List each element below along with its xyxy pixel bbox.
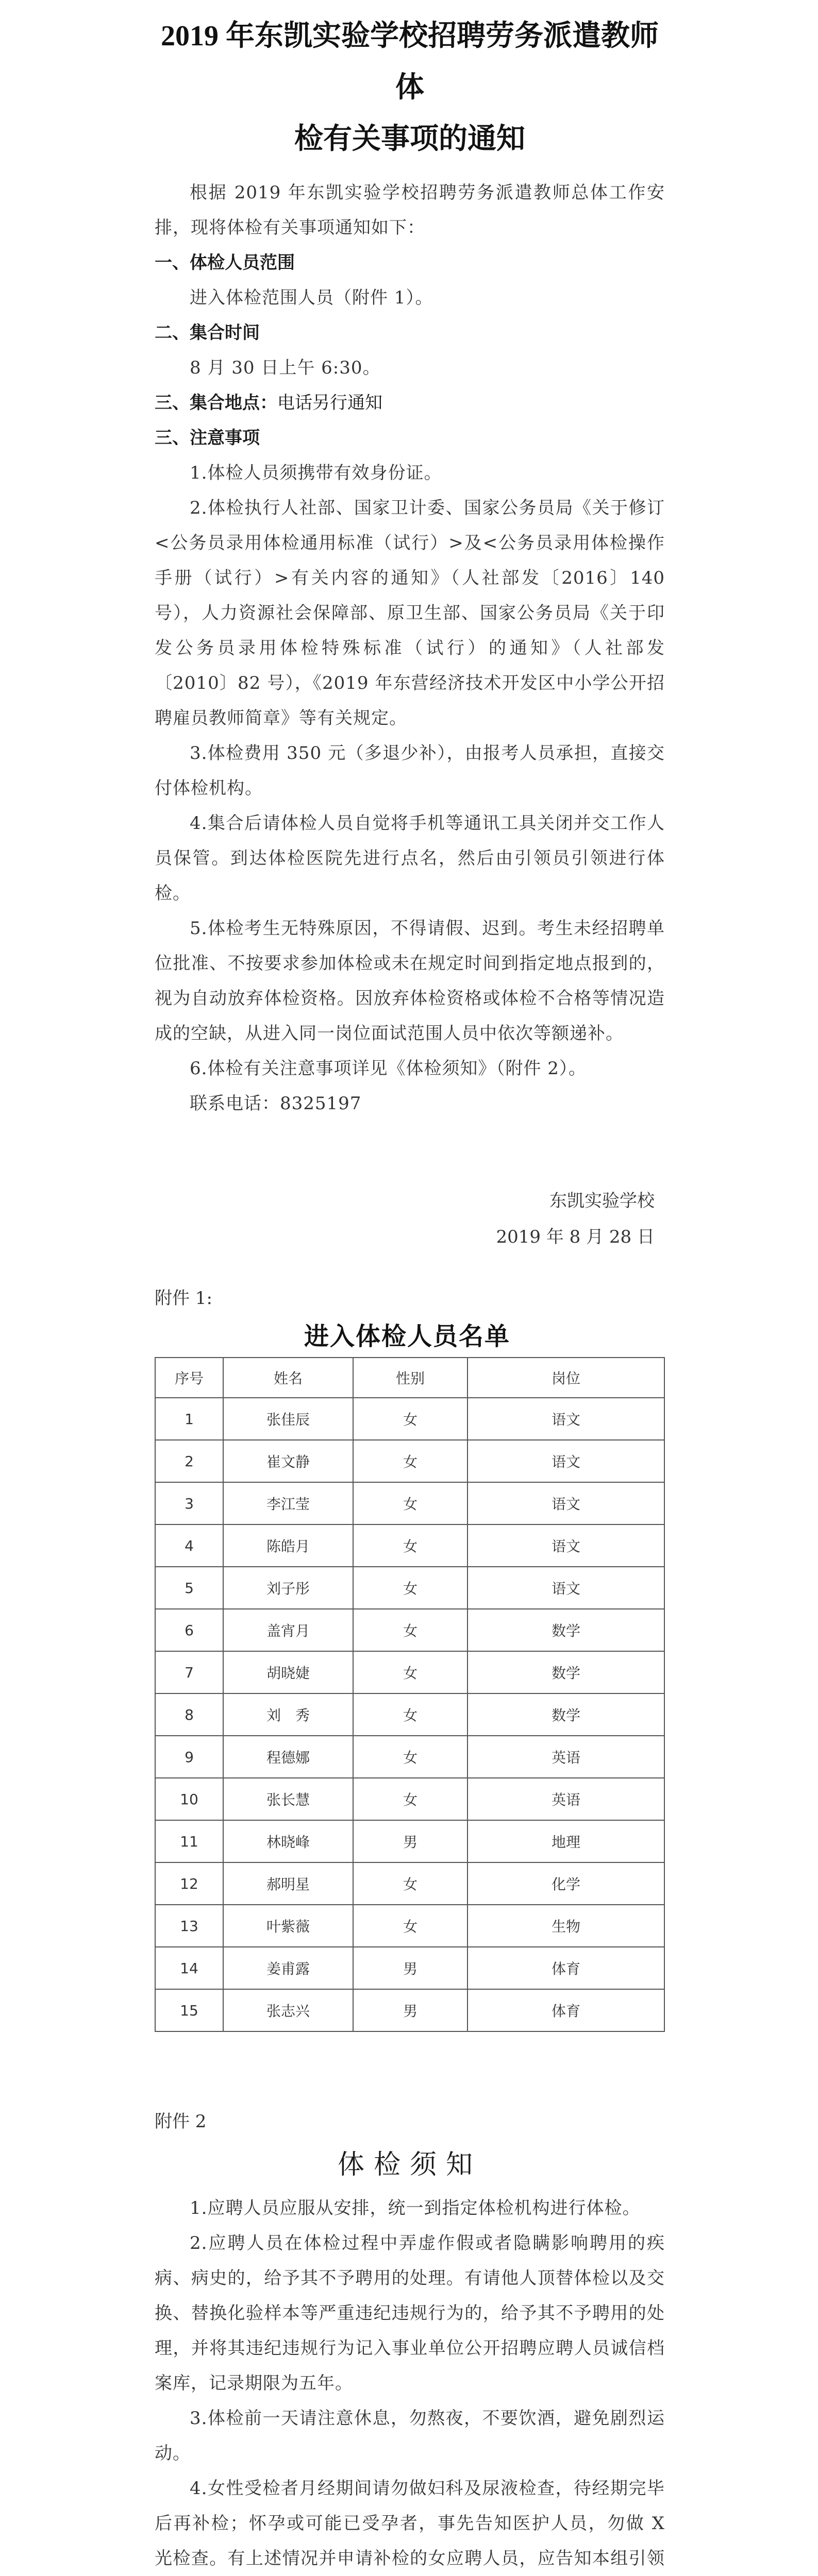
note-item: 3.体检费用 350 元（多退少补），由报考人员承担，直接交付体检机构。	[155, 743, 665, 799]
contact-phone: 联系电话：8325197	[190, 1093, 362, 1114]
cell-name: 林晓峰	[223, 1820, 353, 1862]
cell-position: 地理	[468, 1820, 664, 1862]
cell-name: 胡晓婕	[223, 1651, 353, 1693]
header-cell-no: 序号	[155, 1358, 223, 1398]
cell-name: 张志兴	[223, 1989, 353, 2031]
cell-name: 刘 秀	[223, 1693, 353, 1736]
time-heading: 二、集合时间	[155, 323, 260, 343]
cell-no: 1	[155, 1398, 223, 1440]
table-row	[155, 1482, 664, 1524]
spacer	[155, 2032, 665, 2104]
place-heading: 三、集合地点：电话另行通知	[155, 393, 382, 413]
spacer	[155, 1121, 665, 1183]
cell-name: 李江莹	[223, 1482, 353, 1524]
cell-position: 体育	[468, 1989, 664, 2031]
document-content	[155, 0, 665, 2576]
cell-position: 数学	[468, 1693, 664, 1736]
cell-no: 3	[155, 1482, 223, 1524]
table-row	[155, 1567, 664, 1609]
cell-sex: 男	[353, 1989, 468, 2031]
table-row	[155, 1440, 664, 1482]
cell-no: 15	[155, 1989, 223, 2031]
table-row	[155, 1398, 664, 1440]
cell-position: 化学	[468, 1862, 664, 1905]
cell-no: 10	[155, 1778, 223, 1820]
cell-no: 12	[155, 1862, 223, 1905]
cell-name: 叶紫薇	[223, 1905, 353, 1947]
table-row	[155, 1947, 664, 1989]
cell-sex: 女	[353, 1651, 468, 1693]
cell-no: 4	[155, 1524, 223, 1567]
cell-position: 数学	[468, 1609, 664, 1651]
cell-sex: 女	[353, 1609, 468, 1651]
cell-sex: 女	[353, 1862, 468, 1905]
table-header-row	[155, 1358, 664, 1398]
header-cell-sex: 性别	[353, 1358, 468, 1398]
table-row	[155, 1820, 664, 1862]
cell-sex: 女	[353, 1482, 468, 1524]
table-row	[155, 1609, 664, 1651]
notice-item: 3.体检前一天请注意休息，勿熬夜，不要饮酒，避免剧烈运动。	[155, 2408, 665, 2464]
cell-position: 体育	[468, 1947, 664, 1989]
title-line-2: 检有关事项的通知	[294, 123, 525, 155]
cell-sex: 女	[353, 1778, 468, 1820]
cell-no: 2	[155, 1440, 223, 1482]
cell-position: 英语	[468, 1736, 664, 1778]
cell-no: 14	[155, 1947, 223, 1989]
cell-sex: 男	[353, 1947, 468, 1989]
note-item: 1.体检人员须携带有效身份证。	[190, 463, 442, 483]
cell-name: 姜甫露	[223, 1947, 353, 1989]
notice-title: 体检须知	[337, 2149, 482, 2180]
notice-item: 1.应聘人员应服从安排，统一到指定体检机构进行体检。	[190, 2198, 641, 2218]
title-line-1: 2019 年东凯实验学校招聘劳务派遣教师体	[161, 20, 659, 104]
attachment1-label: 附件 1:	[155, 1288, 212, 1309]
cell-no: 5	[155, 1567, 223, 1609]
cell-position: 语文	[468, 1398, 664, 1440]
notice-item: 4.女性受检者月经期间请勿做妇科及尿液检查，待经期完毕后再补检；怀孕或可能已受孕者，事先告知医护人员，勿做 X 光检查。有上述情况并申请补检的女应聘人员，应告知本组引领	[155, 2478, 665, 2569]
cell-no: 13	[155, 1905, 223, 1947]
cell-name: 盖宵月	[223, 1609, 353, 1651]
header-cell-name: 姓名	[223, 1358, 353, 1398]
signature-org: 东凯实验学校	[549, 1191, 655, 1211]
cell-no: 8	[155, 1693, 223, 1736]
intro-paragraph: 根据 2019 年东凯实验学校招聘劳务派遣教师总体工作安排，现将体检有关事项通知如下：	[155, 182, 665, 238]
cell-sex: 女	[353, 1905, 468, 1947]
cell-name: 张长慧	[223, 1778, 353, 1820]
table-row	[155, 1524, 664, 1567]
cell-position: 英语	[468, 1778, 664, 1820]
cell-sex: 女	[353, 1440, 468, 1482]
cell-sex: 男	[353, 1820, 468, 1862]
cell-sex: 女	[353, 1567, 468, 1609]
time-text: 8 月 30 日上午 6:30。	[190, 358, 381, 378]
cell-no: 7	[155, 1651, 223, 1693]
table-row	[155, 1905, 664, 1947]
note-item: 5.体检考生无特殊原因，不得请假、迟到。考生未经招聘单位批准、不按要求参加体检或未在规定时间到指定地点报到的，视为自动放弃体检资格。因放弃体检资格或体检不合格等情况造成的空缺，从进入同一岗位面试范围人员中依次等额递补。	[155, 918, 665, 1044]
cell-name: 陈皓月	[223, 1524, 353, 1567]
cell-sex: 女	[353, 1736, 468, 1778]
cell-sex: 女	[353, 1693, 468, 1736]
attachment2-label: 附件 2	[155, 2111, 207, 2132]
cell-no: 6	[155, 1609, 223, 1651]
roster-body	[155, 1398, 664, 2031]
table-row	[155, 1862, 664, 1905]
cell-position: 语文	[468, 1567, 664, 1609]
scope-text: 进入体检范围人员（附件 1）。	[190, 287, 433, 308]
roster-title: 进入体检人员名单	[304, 1322, 510, 1351]
cell-position: 语文	[468, 1524, 664, 1567]
cell-name: 郝明星	[223, 1862, 353, 1905]
note-item: 4.集合后请体检人员自觉将手机等通讯工具关闭并交工作人员保管。到达体检医院先进行点名，然后由引领员引领进行体检。	[155, 813, 665, 904]
cell-position: 语文	[468, 1440, 664, 1482]
notice-item: 2.应聘人员在体检过程中弄虚作假或者隐瞒影响聘用的疾病、病史的，给予其不予聘用的处理。有请他人顶替体检以及交换、替换化验样本等严重违纪违规行为的，给予其不予聘用的处理，并将其违纪违规行为记入事业单位公开招聘应聘人员诚信档案库，记录期限为五年。	[155, 2233, 665, 2394]
document-title	[155, 0, 665, 165]
table-row	[155, 1778, 664, 1820]
notes-heading: 三、注意事项	[155, 428, 260, 448]
note-item: 2.体检执行人社部、国家卫计委、国家公务员局《关于修订<公务员录用体检通用标准（试行）>及<公务员录用体检操作手册（试行）>有关内容的通知》（人社部发〔2016〕140号），人力资源社会保障部、原卫生部、国家公务员局《关于印发公务员录用体检特殊标准（试行）的通知》（人社部发〔2010〕82 号），《2019 年东营经济技术开发区中小学公开招聘雇员教师简章》等有关规定。	[155, 498, 665, 728]
roster-table	[155, 1357, 665, 2032]
cell-position: 语文	[468, 1482, 664, 1524]
table-row	[155, 1651, 664, 1693]
cell-name: 程德娜	[223, 1736, 353, 1778]
note-item: 6.体检有关注意事项详见《体检须知》（附件 2）。	[190, 1058, 587, 1079]
cell-name: 崔文静	[223, 1440, 353, 1482]
cell-position: 数学	[468, 1651, 664, 1693]
cell-no: 11	[155, 1820, 223, 1862]
spacer	[155, 1255, 665, 1281]
cell-name: 刘子彤	[223, 1567, 353, 1609]
table-row	[155, 1736, 664, 1778]
table-row	[155, 1989, 664, 2031]
cell-name: 张佳辰	[223, 1398, 353, 1440]
place-text: 电话另行通知	[277, 393, 382, 413]
cell-sex: 女	[353, 1524, 468, 1567]
header-cell-position: 岗位	[468, 1358, 664, 1398]
cell-sex: 女	[353, 1398, 468, 1440]
cell-no: 9	[155, 1736, 223, 1778]
cell-position: 生物	[468, 1905, 664, 1947]
scope-heading: 一、体检人员范围	[155, 252, 295, 273]
table-row	[155, 1693, 664, 1736]
signature-date: 2019 年 8 月 28 日	[496, 1227, 655, 1247]
